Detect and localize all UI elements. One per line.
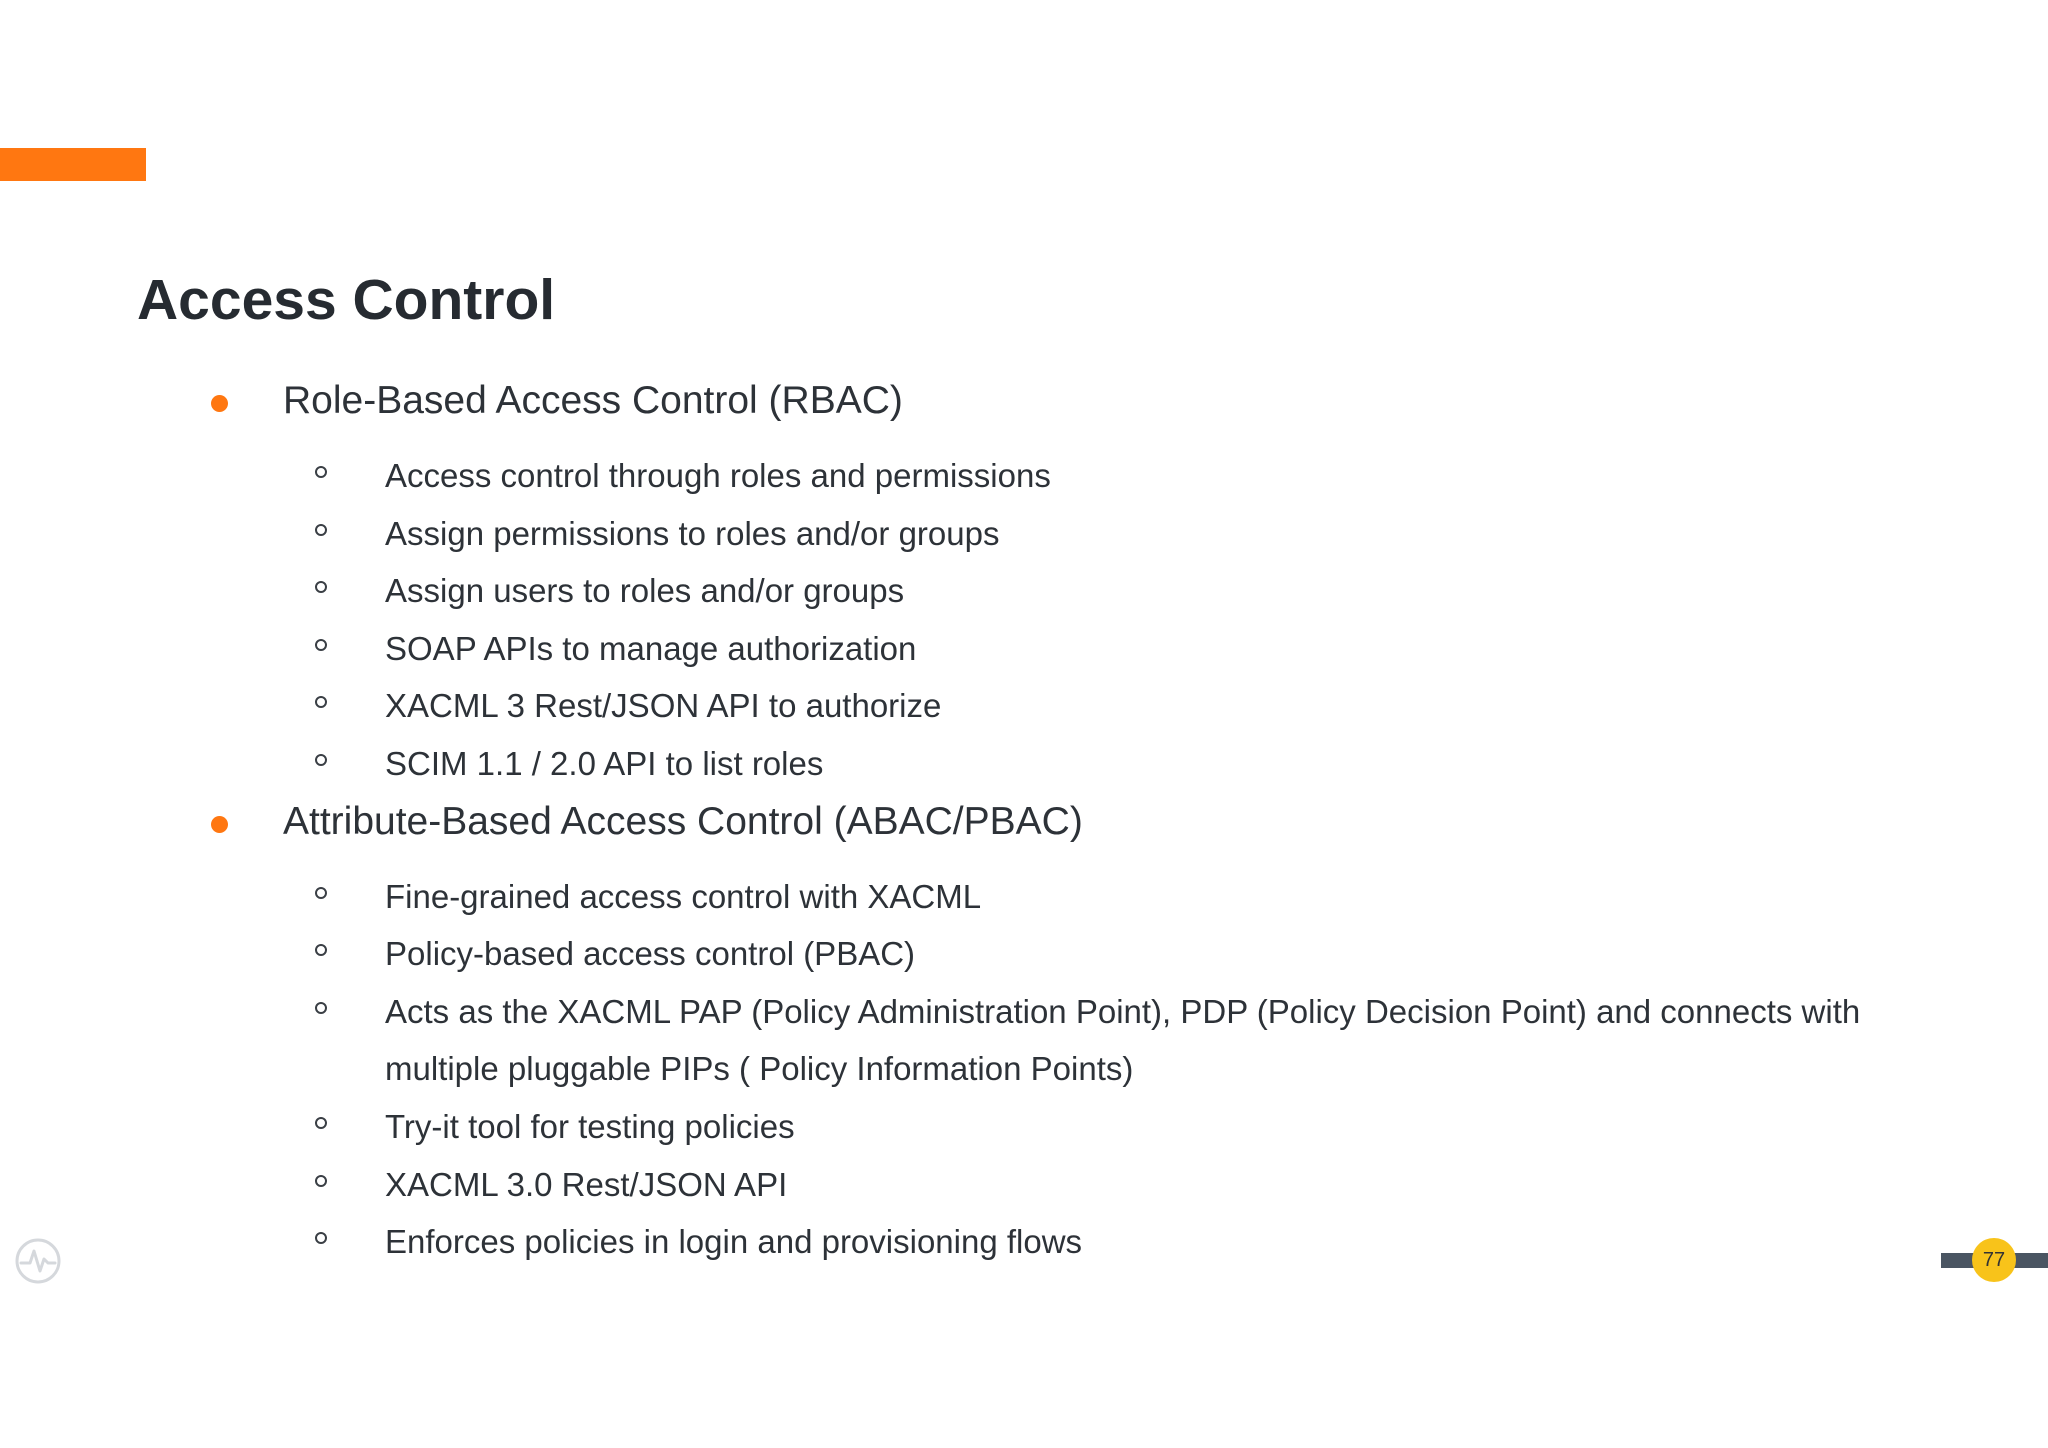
sub-bullet-text: SOAP APIs to manage authorization (385, 629, 917, 667)
sub-bullet-text: Enforces policies in login and provisioning flows (385, 1223, 1083, 1261)
slide-title: Access Control (137, 268, 556, 332)
sub-bullet-text: Assign users to roles and/or groups (385, 572, 905, 610)
bullet-dot-icon (211, 816, 228, 833)
bullet-abac (0, 793, 2048, 868)
bullet-dot-icon (211, 395, 228, 412)
sub-bullet-ring-icon (315, 581, 327, 593)
sub-bullet-ring-icon (315, 1002, 327, 1014)
sub-bullet (0, 677, 2048, 735)
sub-bullet (0, 735, 2048, 793)
sub-bullet-ring-icon (315, 524, 327, 536)
sub-bullet (0, 562, 2048, 620)
sub-bullet-ring-icon (315, 639, 327, 651)
sub-bullet-ring-icon (315, 887, 327, 899)
bullet-label: Role-Based Access Control (RBAC) (283, 379, 903, 422)
sub-bullet-ring-icon (315, 466, 327, 478)
sub-bullet (0, 925, 2048, 983)
bullet-label: Attribute-Based Access Control (ABAC/PBAC) (283, 799, 1083, 843)
heartbeat-circle-icon (14, 1237, 62, 1285)
sub-bullet (0, 1098, 2048, 1156)
sub-bullet-text: Assign permissions to roles and/or groups (385, 514, 1000, 552)
sub-bullet (0, 447, 2048, 505)
sub-bullet-text: XACML 3.0 Rest/JSON API (385, 1165, 788, 1203)
sub-bullet-ring-icon (315, 1232, 327, 1244)
page-number: 77 (1982, 1248, 2006, 1271)
accent-bar (0, 148, 146, 181)
sub-bullet (0, 983, 2048, 1098)
sub-bullet-ring-icon (315, 944, 327, 956)
page-number-badge (1972, 1238, 2016, 1282)
bullet-list (0, 372, 2048, 1271)
sub-bullet-text: Fine-grained access control with XACML (385, 877, 982, 915)
sub-bullet-ring-icon (315, 1175, 327, 1187)
sub-bullet-ring-icon (315, 1117, 327, 1129)
sub-bullet-text: SCIM 1.1 / 2.0 API to list roles (385, 744, 824, 782)
sub-bullet-text: Try-it tool for testing policies (385, 1107, 795, 1145)
sub-bullet (0, 868, 2048, 926)
sub-bullet (0, 620, 2048, 678)
sub-bullet (0, 1156, 2048, 1214)
sub-bullet-text: Access control through roles and permissions (385, 457, 1051, 494)
sub-bullet (0, 1213, 2048, 1271)
sub-bullet (0, 505, 2048, 563)
sub-bullet-text: XACML 3 Rest/JSON API to authorize (385, 687, 942, 725)
bullet-rbac (0, 372, 2048, 447)
sub-bullet-text: Policy-based access control (PBAC) (385, 935, 916, 973)
sub-bullet-ring-icon (315, 696, 327, 708)
sub-bullet-text: Acts as the XACML PAP (Policy Administration Point), PDP (Policy Decision Point) and connects with multiple pluggable PIPs ( Policy Information Points) (385, 992, 1861, 1088)
sub-bullet-ring-icon (315, 754, 327, 766)
